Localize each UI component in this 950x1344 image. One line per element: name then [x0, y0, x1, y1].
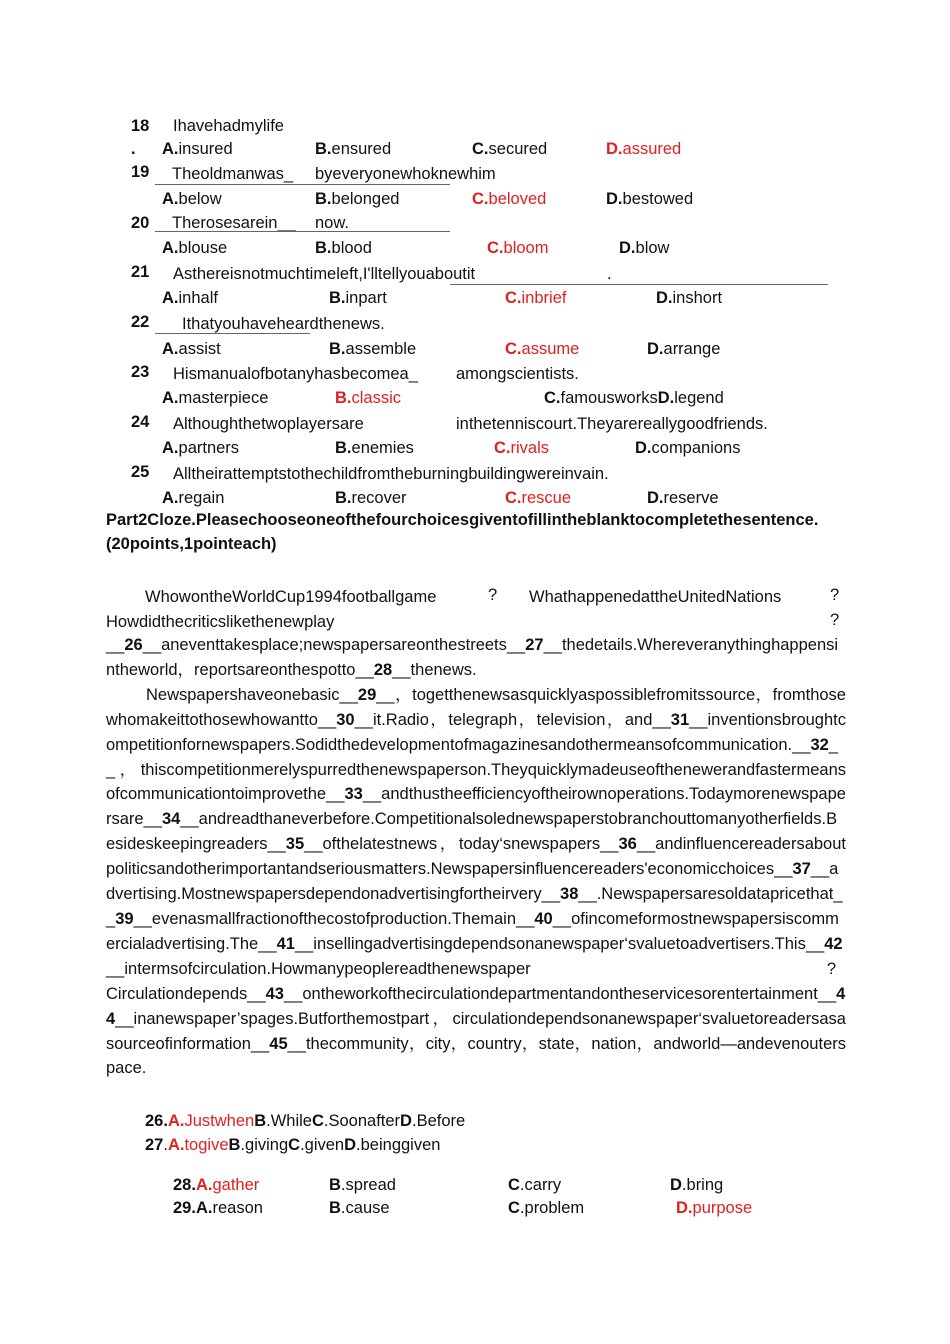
q22-option-c-answer[interactable]: C.assume	[505, 340, 580, 358]
cloze-q26: 26.A.JustwhenB.WhileC.SoonafterD.Before	[145, 1112, 466, 1130]
q29-option-a[interactable]: A.reason	[195, 1199, 263, 1217]
q26-option-a-answer[interactable]: A.Justwhen	[167, 1112, 255, 1130]
blank-45[interactable]: 45	[269, 1034, 288, 1053]
q21-underline	[450, 284, 828, 285]
q18-number-dot: .	[131, 140, 136, 158]
q28-option-d[interactable]: D.bring	[670, 1176, 724, 1194]
blank-29[interactable]: 29	[357, 685, 377, 704]
q20-option-b[interactable]: B.blood	[315, 239, 372, 257]
q20-option-a[interactable]: A.blouse	[162, 239, 228, 257]
q24-stem-part1: Althoughthetwoplayersare	[173, 415, 364, 433]
q24-option-a[interactable]: A.partners	[162, 439, 240, 457]
q18-option-c[interactable]: C.secured	[472, 140, 548, 158]
part2-points: (20points,1pointeach)	[106, 535, 277, 553]
part2-heading: Part2Cloze.Pleasechooseoneofthefourchoicesgiventofillintheblanktocompletethesentence.	[106, 511, 819, 529]
q28-option-a-answer[interactable]: A.gather	[195, 1176, 260, 1194]
q28-option-b[interactable]: B.spread	[329, 1176, 396, 1194]
blank-26[interactable]: 26	[124, 636, 143, 654]
question-mark: ?	[830, 586, 840, 604]
q21-stem-period: .	[607, 265, 612, 283]
passage-question-3: Howdidthecriticslikethenewplay	[106, 613, 335, 631]
passage-question-2: WhathappenedattheUnitedNations	[529, 588, 782, 606]
blank-40[interactable]: 40	[534, 909, 553, 928]
q20-stem-part1: Therosesarein__	[172, 214, 296, 232]
question-mark: ?	[826, 959, 836, 978]
q19-stem-part2: byeveryonewhoknewhim	[315, 165, 496, 183]
q26-option-d[interactable]: D.Before	[400, 1112, 466, 1130]
q21-option-d[interactable]: D.inshort	[656, 289, 723, 307]
q23-option-b-answer[interactable]: B.classic	[335, 389, 402, 407]
q25-option-a[interactable]: A.regain	[162, 489, 225, 507]
q21-option-b[interactable]: B.inpart	[329, 289, 387, 307]
q24-option-d[interactable]: D.companions	[635, 439, 741, 457]
blank-32[interactable]: 32	[810, 735, 829, 754]
q25-option-c-answer[interactable]: C.rescue	[505, 489, 572, 507]
q19-underline	[155, 184, 450, 185]
q19-option-a[interactable]: A.below	[162, 190, 222, 208]
cloze-q28-number: 28.A.gather	[173, 1176, 260, 1194]
q19-stem-part1: Theoldmanwas_	[172, 165, 294, 183]
q25-option-b[interactable]: B.recover	[335, 489, 407, 507]
q22-underline	[155, 333, 310, 334]
blank-28[interactable]: 28	[373, 660, 393, 679]
q27-option-c[interactable]: C.given	[288, 1136, 345, 1154]
q20-stem-part2: now.	[315, 214, 349, 232]
cloze-q29-number: 29.A.reason	[173, 1199, 263, 1217]
q23-number: 23	[131, 363, 150, 381]
q29-option-d-answer[interactable]: D.purpose	[676, 1199, 753, 1217]
q23-stem-part1: Hismanualofbotanyhasbecomea_	[173, 365, 418, 383]
q29-option-c[interactable]: C.problem	[508, 1199, 585, 1217]
q23-option-a[interactable]: A.masterpiece	[162, 389, 269, 407]
q22-option-b[interactable]: B.assemble	[329, 340, 417, 358]
blank-30[interactable]: 30	[336, 710, 355, 729]
q26-option-b[interactable]: B.While	[254, 1112, 312, 1130]
blank-44[interactable]: 44	[106, 984, 846, 1028]
q20-underline	[155, 231, 450, 232]
q24-stem-part2: inthetenniscourt.Theyarereallygoodfriends.	[456, 415, 768, 433]
q23-stem-part2: amongscientists.	[456, 365, 579, 383]
q25-stem: Alltheirattemptstothechildfromtheburningbuildingwereinvain.	[173, 465, 609, 483]
blank-42[interactable]: 42	[824, 934, 843, 953]
option-letter: A	[162, 140, 174, 158]
q18-number: 18	[131, 117, 150, 135]
q22-option-a[interactable]: A.assist	[162, 340, 221, 358]
q24-option-b[interactable]: B.enemies	[335, 439, 414, 457]
q28-option-c[interactable]: C.carry	[508, 1176, 562, 1194]
blank-39[interactable]: 39	[115, 909, 134, 928]
q22-number: 22	[131, 313, 150, 331]
passage-paragraph-2: Newspapershaveonebasic__29__，togetthenewsasquicklyaspossiblefromitssource，fromthosewhomakeittothosewhowantto__30__it.Radio，telegraph，television，and__31__inventionsbroughtcompetitionfornewspapers.Sodidthedevelopmentofmagazinesandothermeansofcommunication.__32__，thiscompetitionmerelyspurredthenewspaperson.Theyquicklymadeuseofthenewerandfastermeansofcommunicationtoimprovethe__33__andthustheefficiencyoftheirownoperations.Todaymorenewspapersare__34__andreadthaneverbefore.Competitionalsolednewspaperstobranchouttomanyotherfields.Besideskeepingreaders__35__ofthelatestnews，today‘snewspapers__36__andinfluencereadersaboutpoliticsandotherimportantandseriousmatters.Newspapersinfluencereaders'economicchoices__37__advertising.Mostnewspapersdependonadvertisingfortheirvery__38__.Newspapersaresoldatapricethat__39__evenasmallfractionofthecostofproduction.Themain__40__ofincomeformostnewspapersiscommercialadvertising.The__41__insellingadvertisingdependsonanewspaper‘svaluetoadvertisers.This__42__intermsofcirculation.Howmanypeoplereadthenewspaper ?	[106, 683, 846, 982]
q18-option-b[interactable]: B.ensured	[315, 140, 392, 158]
q20-option-c-answer[interactable]: C.bloom	[487, 239, 549, 257]
q27-option-d[interactable]: D.beinggiven	[344, 1136, 441, 1154]
q23-option-c-d[interactable]: C.famousworksD.legend	[544, 389, 724, 407]
q21-option-c-answer[interactable]: C.inbrief	[505, 289, 567, 307]
passage-question-1: WhowontheWorldCup1994footballgame	[145, 588, 437, 606]
q21-number: 21	[131, 263, 150, 281]
blank-43[interactable]: 43	[265, 984, 284, 1003]
blank-38[interactable]: 38	[560, 885, 579, 904]
blank-27[interactable]: 27	[525, 636, 544, 654]
passage-body	[106, 633, 846, 1081]
q18-option-a[interactable]: A.insured	[162, 140, 233, 158]
blank-35[interactable]: 35	[285, 835, 305, 854]
blank-31[interactable]: 31	[670, 710, 690, 729]
blank-41[interactable]: 41	[276, 934, 295, 953]
q25-number: 25	[131, 463, 150, 481]
blank-37[interactable]: 37	[792, 860, 811, 879]
q22-stem: Ithatyouhaveheardthenews.	[182, 315, 385, 333]
q19-option-b[interactable]: B.belonged	[315, 190, 400, 208]
passage-paragraph-3: Circulationdepends__43__ontheworkofthecirculationdepartmentandontheservicesorentertainment__44__inanewspaper’spages.Butforthemostpart，circulationdependsonanewspaper‘svaluetoreadersasasourceofinformation__45__thecommunity，city，country，state，nation，andworld—andevenouterspace.	[106, 984, 846, 1078]
q25-option-d[interactable]: D.reserve	[647, 489, 719, 507]
cloze-q27: 27.A.togiveB.givingC.givenD.beinggiven	[145, 1136, 441, 1154]
q19-number: 19	[131, 163, 150, 181]
q29-option-b[interactable]: B.cause	[329, 1199, 390, 1217]
blank-36[interactable]: 36	[618, 835, 637, 854]
q20-option-d[interactable]: D.blow	[619, 239, 670, 257]
q26-option-c[interactable]: C.Soonafter	[311, 1112, 401, 1130]
passage-paragraph-1: __26__aneventtakesplace;newspapersareonthestreets__27__thedetails.Whereveranythinghappensintheworld，reportsareonthespotto__28__thenews.	[106, 636, 839, 679]
q19-option-c-answer[interactable]: C.beloved	[472, 190, 547, 208]
question-mark: ?	[830, 611, 840, 629]
q21-option-a[interactable]: A.inhalf	[162, 289, 218, 307]
q19-option-d[interactable]: D.bestowed	[606, 190, 694, 208]
question-mark: ?	[488, 586, 498, 604]
q24-option-c-answer[interactable]: C.rivals	[494, 439, 550, 457]
blank-34[interactable]: 34	[161, 810, 181, 829]
q18-stem: Ihavehadmylife	[173, 117, 284, 135]
q22-option-d[interactable]: D.arrange	[647, 340, 721, 358]
q21-stem: Asthereisnotmuchtimeleft,I'lltellyouaboutit	[173, 265, 476, 283]
q27-option-a-answer[interactable]: A.togive	[167, 1136, 229, 1154]
q24-number: 24	[131, 413, 150, 431]
q20-number: 20	[131, 214, 150, 232]
q27-option-b[interactable]: B.giving	[228, 1136, 289, 1154]
blank-33[interactable]: 33	[344, 785, 363, 804]
q18-option-d-answer[interactable]: D.assured	[606, 140, 682, 158]
